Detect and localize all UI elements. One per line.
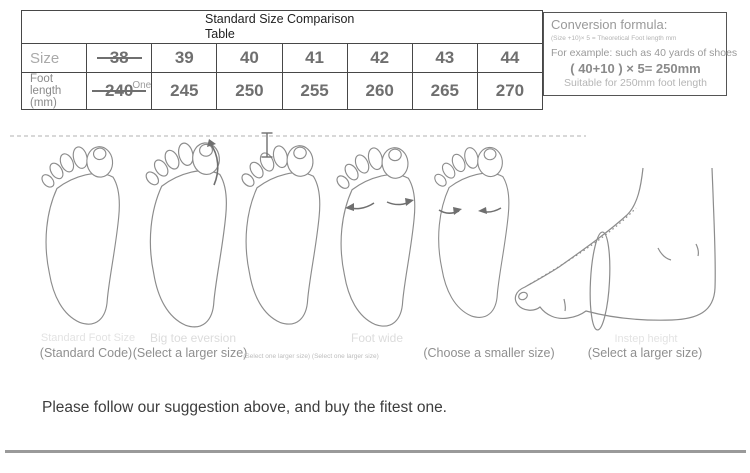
length-cell: 255 — [282, 73, 347, 110]
watermark-remnant-text: One — [132, 80, 152, 91]
length-cell: 250 — [217, 73, 282, 110]
standard-foot-icon — [40, 145, 120, 324]
table-header-row — [22, 11, 543, 44]
size-cell: 40 — [217, 44, 282, 73]
conversion-formula-panel — [543, 12, 738, 96]
size-cell: 38 — [87, 44, 152, 73]
eversion-subtitle: (Select a larger size) — [132, 346, 248, 360]
instep-dotted-line — [530, 208, 636, 284]
conversion-example-note: Suitable for 250mm foot length — [563, 77, 707, 89]
size-row — [22, 44, 543, 73]
side-foot-instep-icon — [515, 168, 715, 330]
length-cell: 240 One — [87, 73, 152, 110]
long-second-toe-foot-icon — [240, 133, 320, 324]
conversion-title: Conversion formula: — [551, 17, 668, 32]
table-title: Standard Size Comparison Table — [205, 12, 355, 41]
foot-length-row — [22, 73, 543, 110]
length-cell: 260 — [347, 73, 412, 110]
bottom-divider — [5, 450, 746, 453]
instep-title: Instep height — [614, 333, 678, 345]
wide-foot-icon — [335, 146, 415, 326]
length-cell: 245 — [152, 73, 217, 110]
length-cell: 270 — [477, 73, 542, 110]
standard-foot-subtitle: (Standard Code) — [39, 346, 133, 360]
standard-foot-title: Standard Foot Size — [40, 332, 136, 344]
size-cell: 44 — [477, 44, 542, 73]
size-cell: 41 — [282, 44, 347, 73]
foot-wide-small-note: (Select one larger size) (Select one larger size) — [243, 353, 379, 360]
suggestion-note: Please follow our suggestion above, and buy the fitest one. — [42, 399, 447, 416]
size-cell: 39 — [152, 44, 217, 73]
size-comparison-table — [21, 10, 543, 110]
eversion-title: Big toe eversion — [149, 331, 237, 345]
length-row-label: Foot length (mm) — [30, 73, 62, 109]
size-cell: 43 — [412, 44, 477, 73]
foot-wide-title: Foot wide — [350, 331, 404, 345]
narrow-foot-icon — [433, 146, 509, 317]
conversion-example-intro: For example: such as 40 yards of shoes — [551, 47, 738, 59]
instep-subtitle: (Select a larger size) — [587, 346, 703, 360]
conversion-example-formula: ( 40+10 ) × 5= 250mm — [570, 61, 701, 76]
size-row-label: Size — [30, 49, 60, 67]
conversion-formula-small: (Size +10)× 5 = Theoretical Foot length mm — [551, 35, 677, 42]
length-cell: 265 — [412, 73, 477, 110]
big-toe-eversion-foot-icon — [144, 139, 227, 327]
size-cell: 42 — [347, 44, 412, 73]
narrow-foot-subtitle: (Choose a smaller size) — [423, 346, 555, 360]
